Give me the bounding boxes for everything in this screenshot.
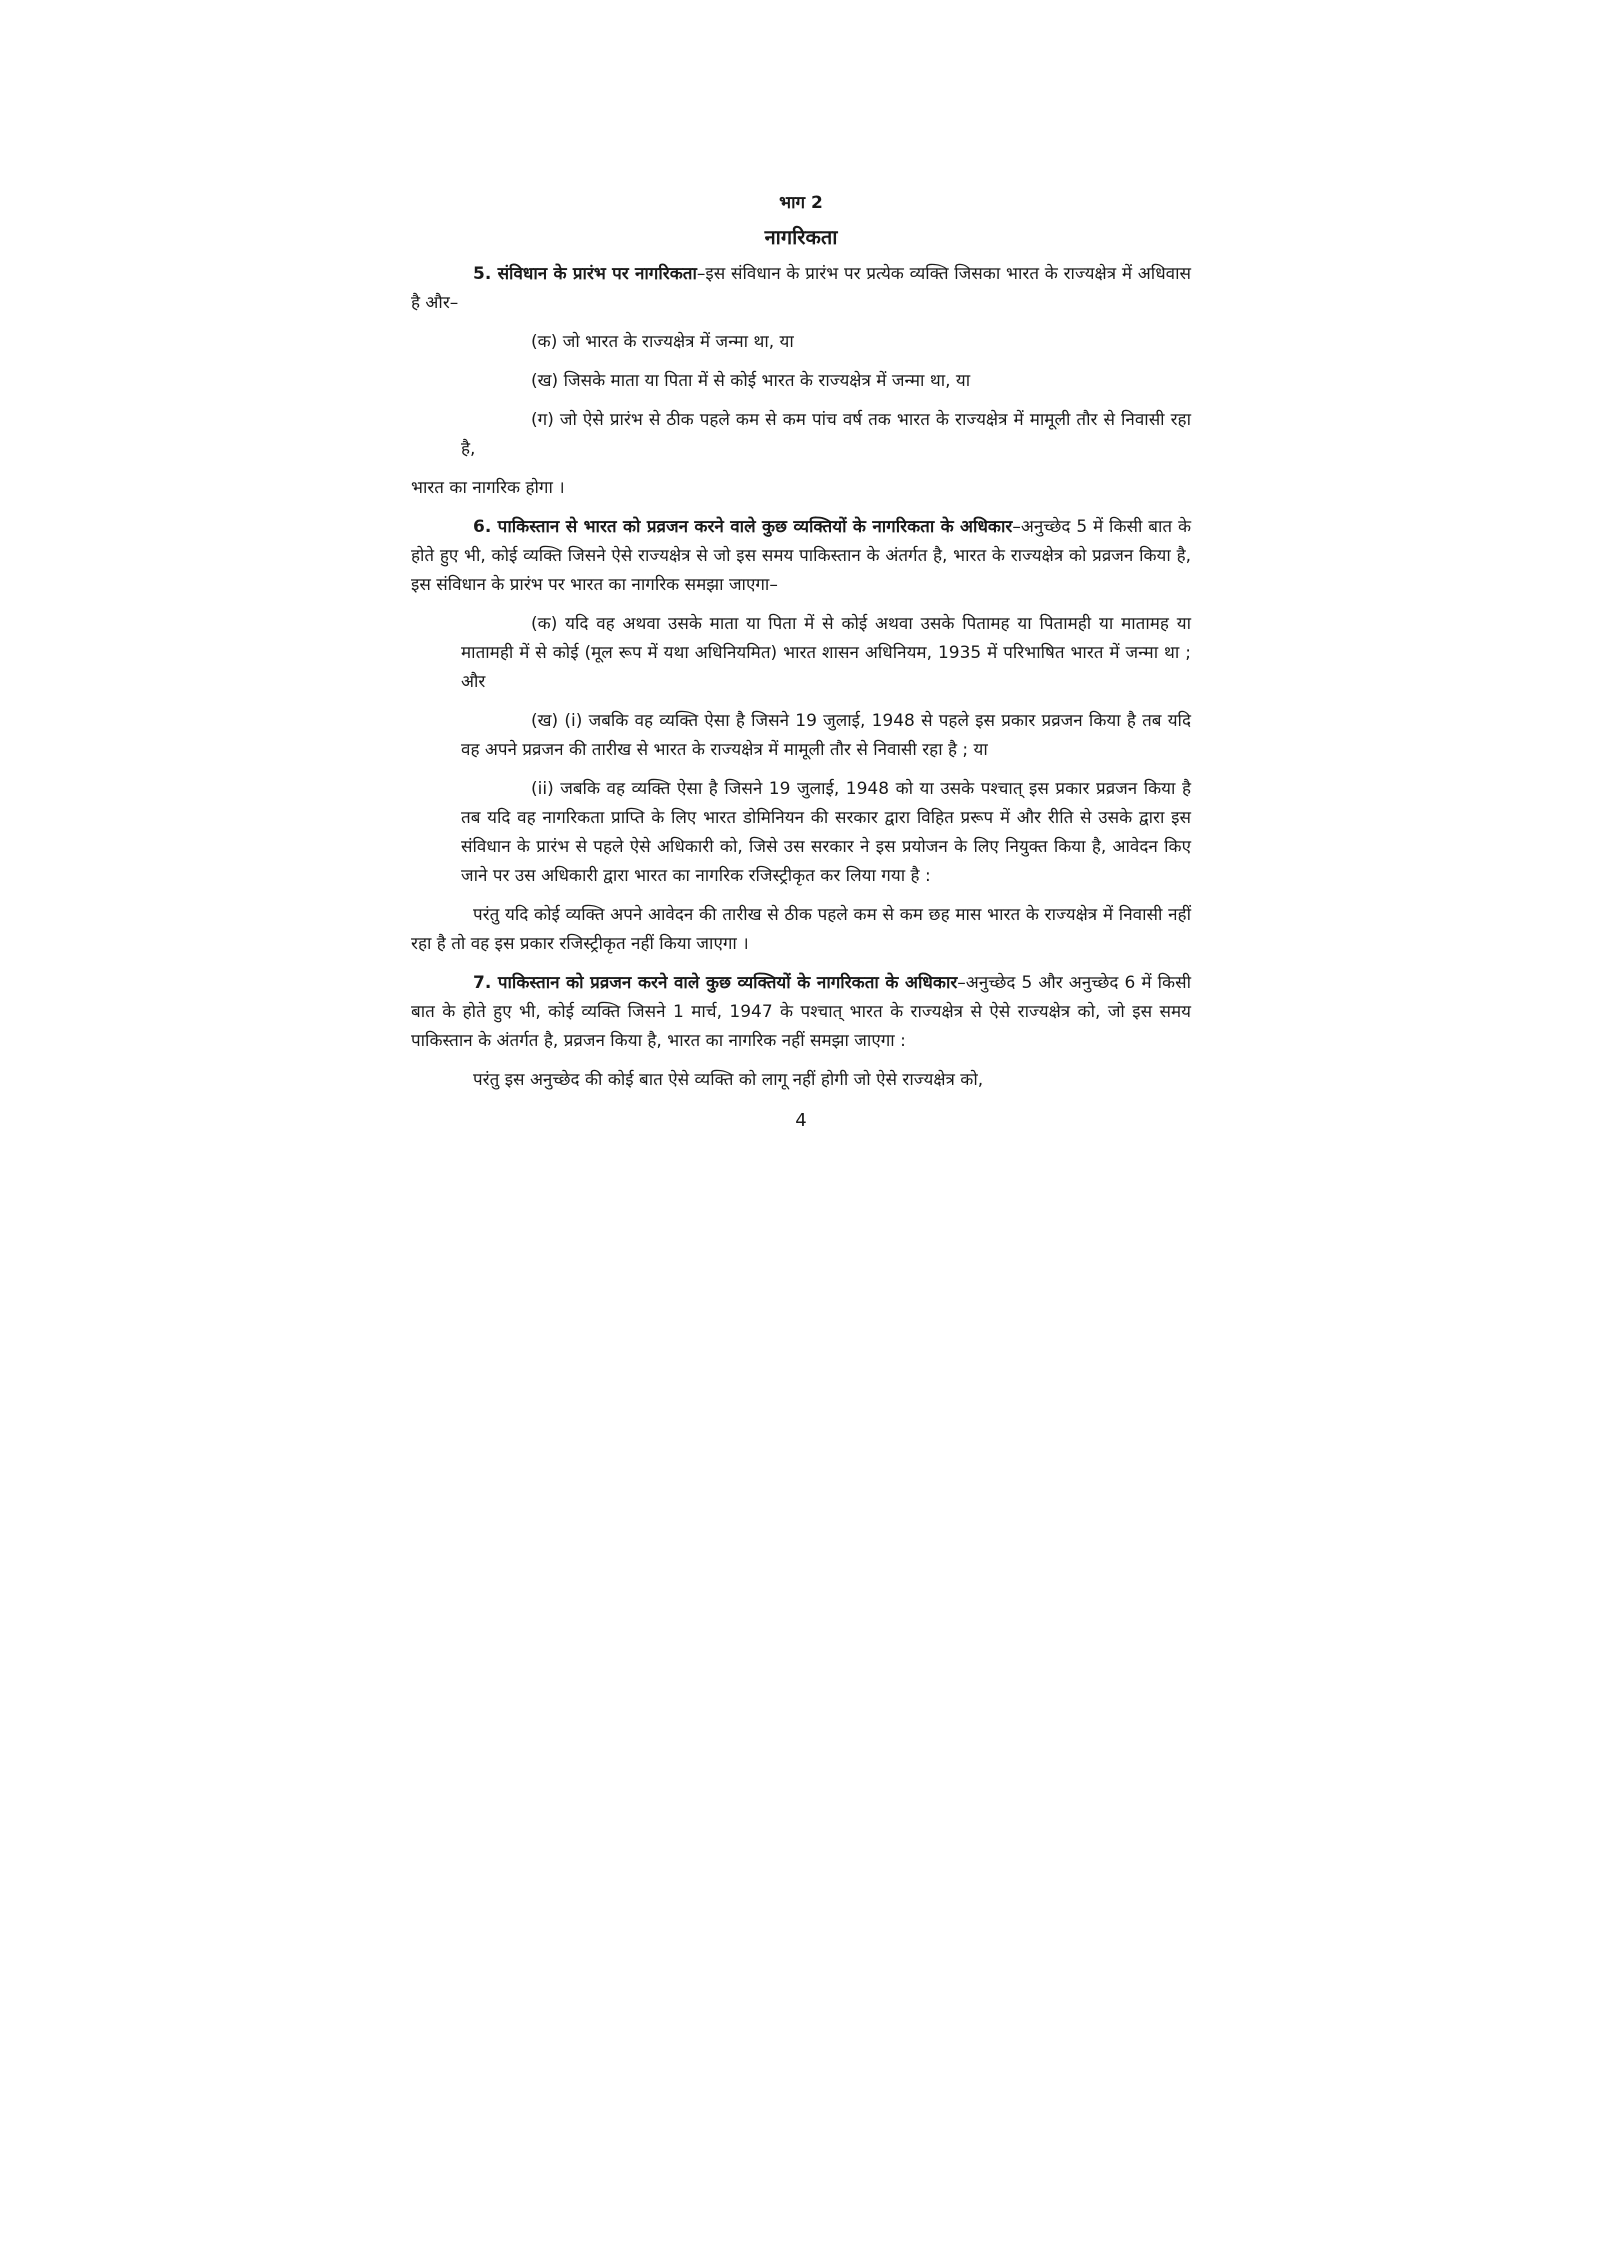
article-5-heading: 5. संविधान के प्रारंभ पर नागरिकता [473, 264, 697, 284]
part-label: भाग 2 [779, 193, 823, 213]
article-5-body: –इस संविधान के प्रारंभ पर प्रत्येक व्यक्ति जिसका भारत के राज्यक्षेत्र में अधिवास है और– [411, 264, 1191, 313]
article-6-proviso: परंतु यदि कोई व्यक्ति अपने आवेदन की तारीख से ठीक पहले कम से कम छह मास भारत के राज्यक्षेत्र में निवासी नहीं रहा है तो वह इस प्रकार रजिस्ट्रीकृत नहीं किया जाएगा । [411, 905, 1191, 954]
article-7-proviso: परंतु इस अनुच्छेद की कोई बात ऐसे व्यक्ति को लागू नहीं होगी जो ऐसे राज्यक्षेत्र को, [473, 1070, 984, 1090]
article-6-body: –अनुच्छेद 5 में किसी बात के होते हुए भी, कोई व्यक्ति जिसने ऐसे राज्यक्षेत्र से जो इस समय पाकिस्तान के अंतर्गत है, भारत के राज्यक्षेत्र को प्रव्रजन किया है, इस संविधान के प्रारंभ पर भारत का नागरिक समझा जाएगा– [411, 517, 1192, 595]
article-7-body: –अनुच्छेद 5 और अनुच्छेद 6 में किसी बात के होते हुए भी, कोई व्यक्ति जिसने 1 मार्च, 1947 के पश्चात् भारत के राज्यक्षेत्र से ऐसे राज्यक्षेत्र को, जो इस समय पाकिस्तान के अंतर्गत है, प्रव्रजन किया है, भारत का नागरिक नहीं समझा जाएगा : [411, 973, 1191, 1051]
page-number: 4 [795, 1110, 807, 1131]
article-6 [411, 513, 1191, 600]
article-6-clause-b-ii: (ii) जबकि वह व्यक्ति ऐसा है जिसने 19 जुलाई, 1948 को या उसके पश्चात् इस प्रकार प्रव्रजन किया है तब यदि वह नागरिकता प्राप्ति के लिए भारत डोमिनियन की सरकार द्वारा विहित प्ररूप में और रीति से उसके द्वारा इस संविधान के प्रारंभ से पहले ऐसे अधिकारी को, जिसे उस सरकार ने इस प्रयोजन के लिए नियुक्त किया है, आवेदन किए जाने पर उस अधिकारी द्वारा भारत का नागरिक रजिस्ट्रीकृत कर लिया गया है : [461, 779, 1191, 886]
article-6-clause-a: (क) यदि वह अथवा उसके माता या पिता में से कोई अथवा उसके पितामह या पितामही या मातामह या मातामही में से कोई (मूल रूप में यथा अधिनियमित) भारत शासन अधिनियम, 1935 में परिभाषित भारत में जन्मा था ; और [461, 614, 1191, 692]
document-page [411, 190, 1191, 1135]
article-5 [411, 260, 1191, 318]
article-6-heading: 6. पाकिस्तान से भारत को प्रव्रजन करने वाले कुछ व्यक्तियों के नागरिकता के अधिकार [473, 517, 1013, 537]
article-5-clause-b: (ख) जिसके माता या पिता में से कोई भारत के राज्यक्षेत्र में जन्मा था, या [531, 371, 971, 391]
article-6-clause-b-i: (ख) (i) जबकि वह व्यक्ति ऐसा है जिसने 19 जुलाई, 1948 से पहले इस प्रकार प्रव्रजन किया है तब यदि वह अपने प्रव्रजन की तारीख से भारत के राज्यक्षेत्र में मामूली तौर से निवासी रहा है ; या [461, 711, 1191, 760]
part-title: नागरिकता [764, 225, 838, 249]
article-5-closing: भारत का नागरिक होगा । [411, 478, 565, 498]
article-7-heading: 7. पाकिस्तान को प्रव्रजन करने वाले कुछ व्यक्तियों के नागरिकता के अधिकार [473, 973, 958, 993]
article-5-clause-a: (क) जो भारत के राज्यक्षेत्र में जन्मा था, या [531, 332, 794, 352]
article-5-clause-c: (ग) जो ऐसे प्रारंभ से ठीक पहले कम से कम पांच वर्ष तक भारत के राज्यक्षेत्र में मामूली तौर से निवासी रहा है, [461, 410, 1191, 459]
article-7 [411, 969, 1191, 1056]
